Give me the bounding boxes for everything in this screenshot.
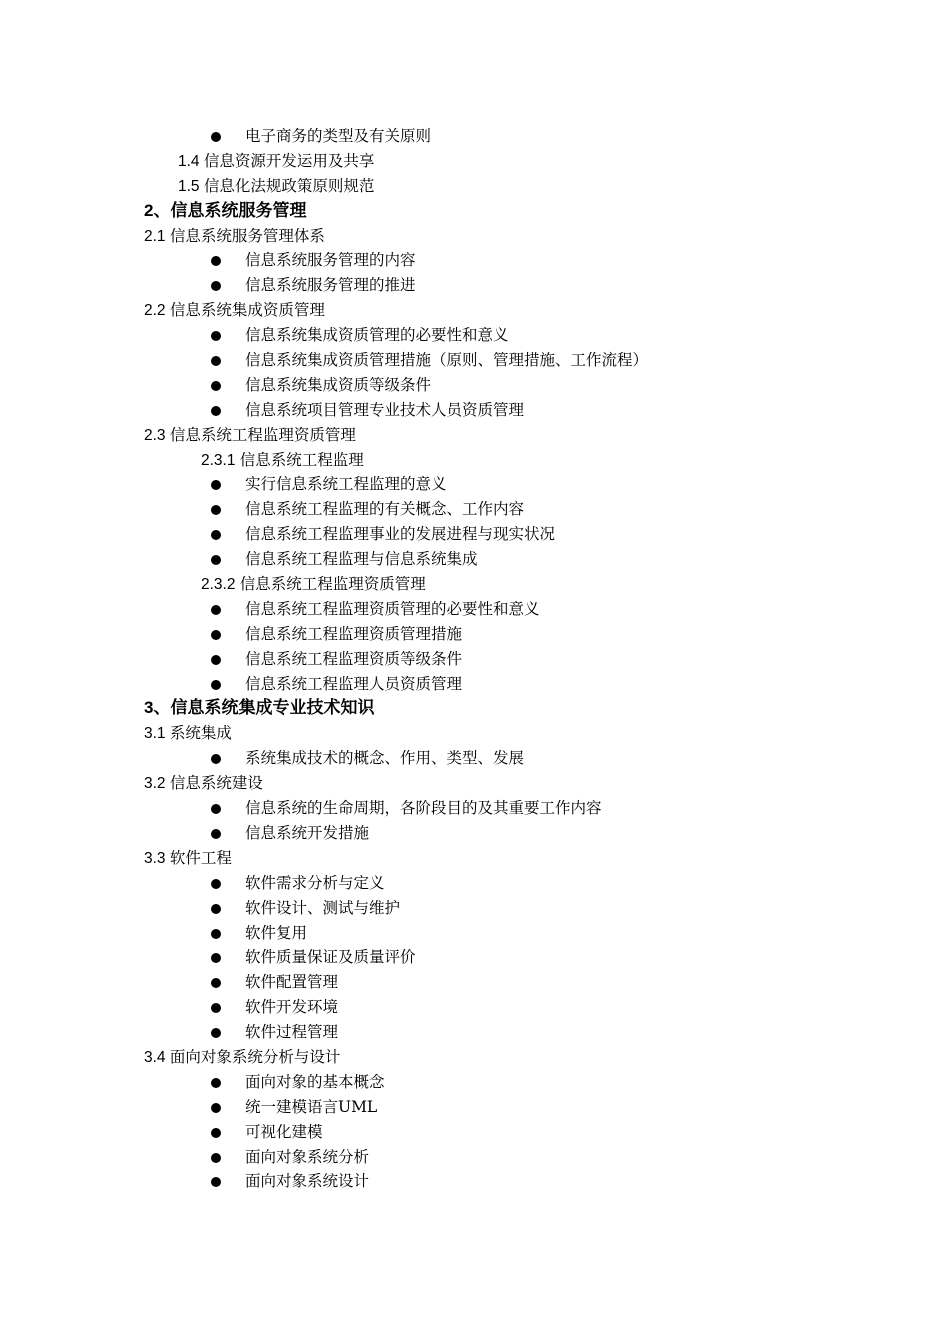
bullet-list-item bbox=[0, 1070, 950, 1095]
bullet-list-item bbox=[0, 746, 950, 771]
section-text: 系统集成 bbox=[169, 724, 232, 743]
bullet-text: 信息系统服务管理的推进 bbox=[245, 276, 416, 295]
bullet-text: 系统集成技术的概念、作用、类型、发展 bbox=[245, 749, 525, 768]
bullet-list-item bbox=[0, 1095, 950, 1120]
bullet-icon bbox=[211, 406, 221, 416]
section-text: 信息系统服务管理体系 bbox=[169, 226, 325, 245]
bullet-icon bbox=[211, 829, 221, 839]
bullet-text: 信息系统的生命周期，各阶段目的及其重要工作内容 bbox=[245, 799, 602, 818]
bullet-icon bbox=[211, 530, 221, 540]
bullet-list-item bbox=[0, 547, 950, 572]
bullet-list-item bbox=[0, 1120, 950, 1145]
bullet-text: 信息系统工程监理与信息系统集成 bbox=[245, 550, 478, 569]
bullet-icon bbox=[211, 1028, 221, 1038]
bullet-text: 电子商务的类型及有关原则 bbox=[245, 127, 432, 145]
subsection-title bbox=[0, 572, 950, 597]
bullet-list-item bbox=[0, 497, 950, 522]
section-heading bbox=[0, 696, 950, 721]
section-text: 信息系统工程监理资质管理 bbox=[169, 425, 356, 444]
subsection-title bbox=[0, 149, 950, 174]
bullet-text: 统一建模语言UML bbox=[245, 1097, 378, 1116]
bullet-list-item bbox=[0, 672, 950, 697]
bullet-text: 面向对象系统设计 bbox=[245, 1172, 370, 1191]
section-text: 信息系统服务管理 bbox=[170, 200, 307, 221]
subsection-title bbox=[0, 771, 950, 796]
bullet-text: 信息系统项目管理专业技术人员资质管理 bbox=[245, 400, 525, 419]
bullet-icon bbox=[211, 1003, 221, 1013]
subsection-title bbox=[0, 174, 950, 199]
bullet-text: 信息系统工程监理事业的发展进程与现实状况 bbox=[245, 525, 556, 544]
bullet-text: 面向对象的基本概念 bbox=[245, 1072, 385, 1091]
bullet-list-item bbox=[0, 323, 950, 348]
section-text: 面向对象系统分析与设计 bbox=[169, 1047, 341, 1066]
bullet-text: 信息系统工程监理资质管理的必要性和意义 bbox=[245, 599, 540, 618]
bullet-icon bbox=[211, 804, 221, 814]
subsection-title bbox=[0, 846, 950, 871]
section-number: 2、 bbox=[144, 200, 171, 220]
bullet-text: 软件质量保证及质量评价 bbox=[245, 948, 416, 967]
bullet-icon bbox=[211, 978, 221, 988]
section-number: 2.2 bbox=[144, 302, 170, 320]
bullet-icon bbox=[211, 356, 221, 366]
section-text: 信息系统工程监理 bbox=[239, 450, 364, 469]
section-number: 3.3 bbox=[144, 849, 170, 867]
bullet-list-item bbox=[0, 970, 950, 995]
bullet-list-item bbox=[0, 995, 950, 1020]
bullet-text: 信息系统集成资质管理的必要性和意义 bbox=[245, 326, 509, 345]
bullet-list-item bbox=[0, 622, 950, 647]
bullet-icon bbox=[211, 953, 221, 963]
bullet-list-item bbox=[0, 921, 950, 946]
bullet-icon bbox=[211, 505, 221, 515]
bullet-text: 软件开发环境 bbox=[245, 998, 339, 1017]
bullet-icon bbox=[211, 1177, 221, 1187]
bullet-text: 信息系统工程监理人员资质管理 bbox=[245, 674, 463, 693]
subsection-title bbox=[0, 1045, 950, 1070]
bullet-icon bbox=[211, 1153, 221, 1163]
bullet-text: 信息系统服务管理的内容 bbox=[245, 251, 416, 270]
bullet-text: 软件复用 bbox=[245, 923, 308, 942]
bullet-list-item bbox=[0, 1145, 950, 1170]
bullet-list-item bbox=[0, 945, 950, 970]
bullet-text: 面向对象系统分析 bbox=[245, 1147, 370, 1166]
subsection-title bbox=[0, 423, 950, 448]
bullet-text: 信息系统集成资质管理措施（原则、管理措施、工作流程） bbox=[245, 351, 649, 370]
bullet-list-item bbox=[0, 896, 950, 921]
section-number: 2.3 bbox=[144, 426, 170, 444]
bullet-icon bbox=[211, 1128, 221, 1138]
bullet-icon bbox=[211, 680, 221, 690]
bullet-list-item bbox=[0, 348, 950, 373]
bullet-list-item bbox=[0, 373, 950, 398]
section-text: 信息系统集成专业技术知识 bbox=[170, 698, 375, 719]
subsection-title bbox=[0, 298, 950, 323]
document-body bbox=[0, 124, 950, 1194]
section-number: 3.4 bbox=[144, 1048, 170, 1066]
bullet-icon bbox=[211, 630, 221, 640]
bullet-icon bbox=[211, 331, 221, 341]
section-text: 信息系统集成资质管理 bbox=[169, 301, 325, 320]
bullet-icon bbox=[211, 281, 221, 291]
section-number: 1.4 bbox=[178, 152, 204, 170]
bullet-list-item bbox=[0, 248, 950, 273]
section-number: 3.1 bbox=[144, 725, 170, 743]
bullet-text: 信息系统工程监理资质管理措施 bbox=[245, 624, 463, 643]
section-number: 1.5 bbox=[178, 177, 204, 195]
section-number: 2.3.1 bbox=[201, 451, 240, 469]
bullet-text: 软件配置管理 bbox=[245, 973, 339, 992]
section-number: 2.3.2 bbox=[201, 576, 240, 594]
bullet-list-item bbox=[0, 398, 950, 423]
subsection-title bbox=[0, 448, 950, 473]
section-heading bbox=[0, 199, 950, 224]
bullet-text: 信息系统集成资质等级条件 bbox=[245, 375, 432, 394]
bullet-list-item bbox=[0, 124, 950, 149]
bullet-list-item bbox=[0, 472, 950, 497]
subsection-title bbox=[0, 224, 950, 249]
bullet-text: 软件过程管理 bbox=[245, 1023, 339, 1042]
bullet-icon bbox=[211, 132, 221, 142]
bullet-icon bbox=[211, 555, 221, 565]
bullet-icon bbox=[211, 1078, 221, 1088]
section-text: 信息系统建设 bbox=[169, 774, 263, 793]
bullet-icon bbox=[211, 1103, 221, 1113]
bullet-text: 软件设计、测试与维护 bbox=[245, 898, 401, 917]
bullet-text: 信息系统工程监理的有关概念、工作内容 bbox=[245, 500, 525, 519]
bullet-list-item bbox=[0, 796, 950, 821]
bullet-list-item bbox=[0, 273, 950, 298]
bullet-list-item bbox=[0, 871, 950, 896]
bullet-text: 可视化建模 bbox=[245, 1122, 323, 1141]
bullet-list-item bbox=[0, 647, 950, 672]
bullet-text: 实行信息系统工程监理的意义 bbox=[245, 475, 447, 494]
section-number: 3.2 bbox=[144, 775, 170, 793]
bullet-text: 信息系统开发措施 bbox=[245, 823, 370, 842]
bullet-list-item bbox=[0, 597, 950, 622]
bullet-icon bbox=[211, 381, 221, 391]
bullet-text: 信息系统工程监理资质等级条件 bbox=[245, 649, 463, 668]
section-text: 信息资源开发运用及共享 bbox=[203, 151, 375, 170]
bullet-icon bbox=[211, 480, 221, 490]
bullet-list-item bbox=[0, 522, 950, 547]
section-number: 2.1 bbox=[144, 227, 170, 245]
bullet-icon bbox=[211, 605, 221, 615]
bullet-icon bbox=[211, 754, 221, 764]
section-number: 3、 bbox=[144, 698, 171, 718]
subsection-title bbox=[0, 721, 950, 746]
bullet-list-item bbox=[0, 821, 950, 846]
bullet-text: 软件需求分析与定义 bbox=[245, 873, 385, 892]
bullet-list-item bbox=[0, 1169, 950, 1194]
bullet-icon bbox=[211, 904, 221, 914]
bullet-icon bbox=[211, 655, 221, 665]
bullet-icon bbox=[211, 929, 221, 939]
bullet-icon bbox=[211, 256, 221, 266]
section-text: 信息化法规政策原则规范 bbox=[203, 176, 375, 195]
section-text: 软件工程 bbox=[169, 848, 232, 867]
section-text: 信息系统工程监理资质管理 bbox=[239, 575, 426, 594]
bullet-list-item bbox=[0, 1020, 950, 1045]
bullet-icon bbox=[211, 879, 221, 889]
